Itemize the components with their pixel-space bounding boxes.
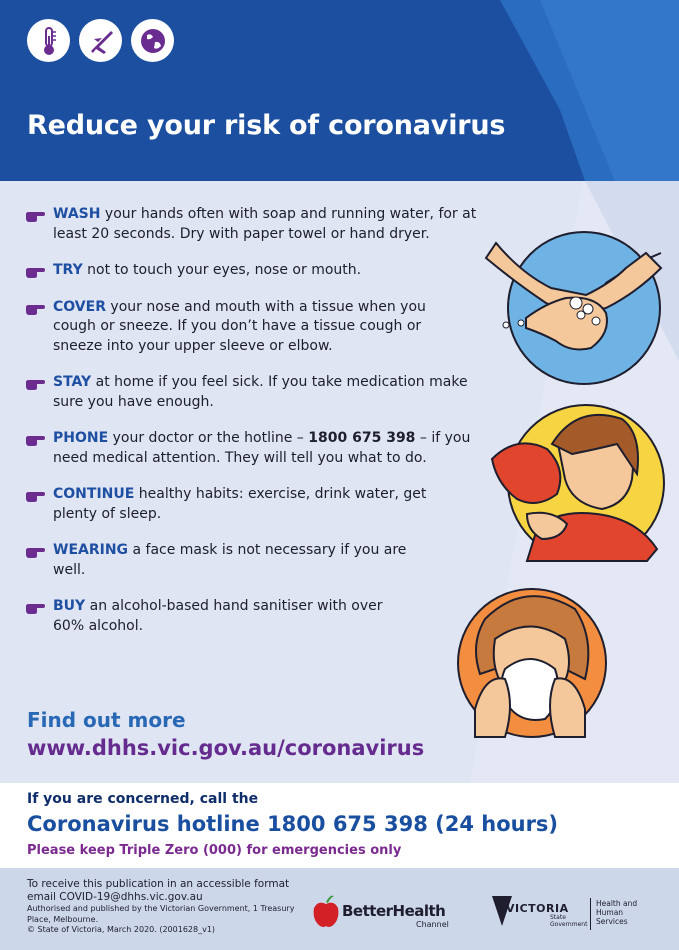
apple-icon bbox=[312, 894, 340, 928]
tip-text: – if you need medical attention. They will tell you what to do. bbox=[53, 430, 471, 466]
tip-text: an alcohol-based hand sanitiser with over 60% alcohol. bbox=[53, 598, 383, 634]
hand-washing-illustration bbox=[466, 223, 666, 393]
tip-keyword: PHONE bbox=[53, 430, 109, 446]
tip-keyword: WEARING bbox=[53, 542, 129, 558]
state-government-text: State Government bbox=[550, 914, 588, 928]
find-out-more bbox=[27, 707, 424, 762]
tip-try bbox=[27, 261, 482, 281]
find-out-more-label: Find out more bbox=[27, 708, 186, 732]
tip-text: not to touch your eyes, nose or mouth. bbox=[82, 262, 362, 278]
website-link[interactable]: www.dhhs.vic.gov.au/coronavirus bbox=[27, 736, 425, 760]
tip-text: at home if you feel sick. If you take medication make sure you have enough. bbox=[53, 374, 468, 410]
tip-text: your hands often with soap and running water, for at least 20 seconds. Dry with paper towel or hand dryer. bbox=[53, 206, 477, 242]
tip-buy bbox=[27, 597, 383, 636]
pointing-hand-icon bbox=[25, 433, 45, 453]
better-health-logo bbox=[312, 892, 472, 932]
tip-keyword: CONTINUE bbox=[53, 486, 135, 502]
tip-keyword: WASH bbox=[53, 206, 101, 222]
authorised-note: Authorised and published by the Victorian Government, 1 Treasury Place, Melbourne. bbox=[27, 904, 295, 924]
pointing-hand-icon bbox=[25, 302, 45, 322]
tip-keyword: COVER bbox=[53, 298, 106, 315]
pointing-hand-icon bbox=[25, 489, 45, 509]
publication-info bbox=[27, 878, 297, 936]
tip-phone bbox=[27, 429, 473, 468]
hotline-section bbox=[0, 783, 679, 868]
pointing-hand-icon bbox=[25, 209, 45, 229]
cough-elbow-illustration bbox=[487, 399, 672, 569]
pointing-hand-icon bbox=[25, 545, 45, 565]
victoria-government-logo bbox=[492, 888, 642, 938]
better-health-text: BetterHealth bbox=[342, 902, 446, 920]
globe-icon bbox=[131, 19, 174, 62]
header-banner bbox=[0, 0, 679, 181]
tip-wearing bbox=[27, 541, 408, 580]
pointing-hand-icon bbox=[25, 377, 45, 397]
page-title: Reduce your risk of coronavirus bbox=[27, 110, 506, 141]
tip-text: your nose and mouth with a tissue when you cough or sneeze. If you don’t have a tissue cough or sneeze into your upper sleeve or elbow. bbox=[53, 298, 426, 354]
tips-list bbox=[27, 205, 482, 636]
tip-keyword: TRY bbox=[53, 262, 83, 278]
tip-cover bbox=[27, 298, 453, 357]
tip-text: healthy habits: exercise, drink water, get plenty of sleep. bbox=[53, 486, 427, 522]
better-health-subtext: Channel bbox=[416, 920, 449, 929]
tip-continue bbox=[27, 485, 463, 524]
emergency-note: Please keep Triple Zero (000) for emergencies only bbox=[27, 843, 402, 858]
victoria-wordmark: VICTORIA bbox=[506, 902, 569, 915]
footer bbox=[0, 868, 679, 950]
copyright-note: © State of Victoria, March 2020. (2001628_v1) bbox=[27, 925, 216, 934]
hotline-number: 1800 675 398 bbox=[308, 430, 416, 446]
department-name: Health and Human Services bbox=[596, 899, 638, 926]
tip-text: your doctor or the hotline – bbox=[108, 430, 309, 446]
thermometer-icon bbox=[27, 19, 70, 62]
tip-keyword: STAY bbox=[53, 374, 92, 390]
main-content bbox=[0, 181, 679, 783]
pointing-hand-icon bbox=[25, 265, 45, 285]
logo-divider bbox=[590, 898, 591, 930]
tip-stay bbox=[27, 373, 483, 412]
accessible-format-note: To receive this publication in an accessible format email COVID-19@dhhs.vic.gov.au bbox=[27, 878, 290, 903]
pointing-hand-icon bbox=[25, 601, 45, 621]
tip-wash bbox=[27, 205, 482, 244]
airplane-icon bbox=[79, 19, 122, 62]
hotline-heading: Coronavirus hotline 1800 675 398 (24 hours) bbox=[27, 812, 559, 836]
tip-text: a face mask is not necessary if you are well. bbox=[53, 542, 407, 578]
topic-icons bbox=[27, 19, 174, 62]
tissue-sneeze-illustration bbox=[445, 579, 625, 749]
concern-intro: If you are concerned, call the bbox=[27, 791, 259, 807]
tip-keyword: BUY bbox=[53, 598, 86, 614]
